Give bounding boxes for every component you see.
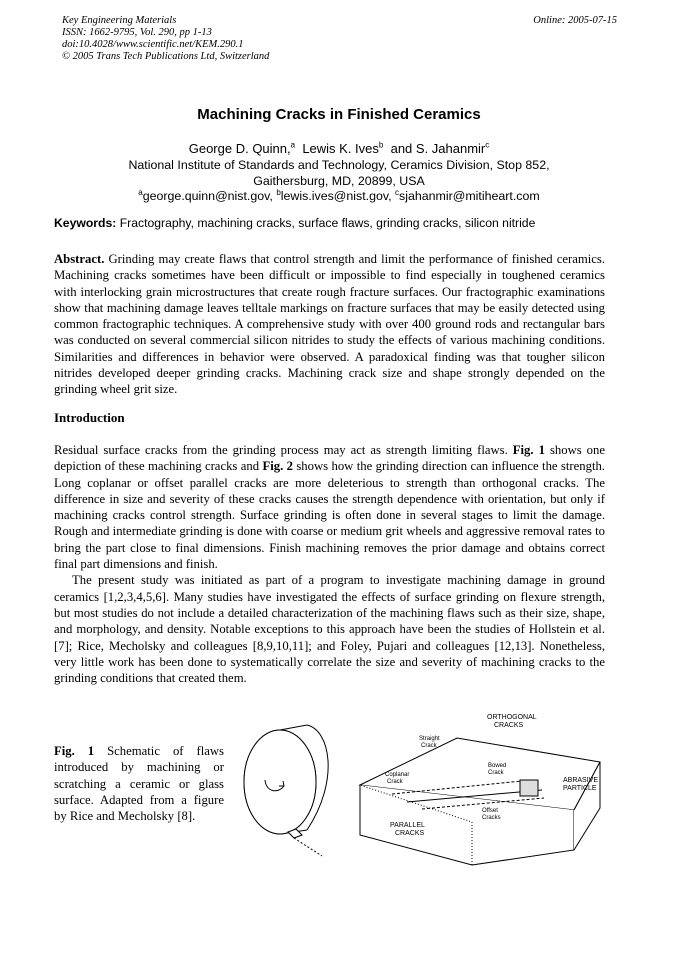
author-1: George D. Quinn, xyxy=(188,141,291,156)
authors xyxy=(0,141,678,156)
author-2: Lewis K. Ives xyxy=(302,141,379,156)
intro-paragraph-2: The present study was initiated as part of a program to investigate machining damage in ground ceramics [1,2,3,4,5,6]. Many studies have investigated the effects of surface grinding on flexure strength, but most studies do not include a detailed characterization of the machining flaws such as their size, shape, and morphology, and density. Notable exceptions to this approach have been the studies of Hollstein et al. [7]; Rice, Mecholsky and colleagues [8,9,10,11]; and Foley, Pujari and colleagues [12,13]. Nonetheless, very little work has been done to systematically correlate the size and severity of machining cracks to the grinding conditions that created them. xyxy=(54,573,605,686)
paper-title: Machining Cracks in Finished Ceramics xyxy=(197,106,481,123)
intro-p1-a: Residual surface cracks from the grinding process may act as strength limiting flaws. xyxy=(54,443,513,457)
intro-p1-c: shows how the grinding direction can influence the strength. Long coplanar or offset parallel cracks are more deleterious to strength than orthogonal cracks. The difference in size and severity of these cracks causes the strength dependence with orientation, but only if machining cracks control strength. Surface grinding is often done in several stages to limit the damage. Rough and intermediate grinding is done with coarse or medium grit wheels and aggressive removal rates to bring the part close to final dimensions. Finish machining removes the prior damage and obtains correct final part dimensions and finish. xyxy=(54,459,605,572)
journal-header xyxy=(62,15,617,63)
introduction-body xyxy=(54,442,605,686)
author-2-sup: b xyxy=(378,140,384,150)
author-3-sup: c xyxy=(485,140,490,150)
abstract-label: Abstract. xyxy=(54,252,105,266)
email-a: george.quinn@nist.gov, xyxy=(142,189,277,203)
label-orthogonal-1: ORTHOGONAL xyxy=(487,714,537,721)
section-heading-introduction: Introduction xyxy=(54,410,125,425)
fig2-ref: Fig. 2 xyxy=(262,459,293,474)
affiliation xyxy=(0,158,678,205)
intro-paragraph-1 xyxy=(54,442,605,572)
label-coplanar-1: Coplanar xyxy=(385,772,410,778)
doi: doi:10.4028/www.scientific.net/KEM.290.1 xyxy=(62,39,244,50)
figure-1-illustration xyxy=(232,710,604,870)
label-abrasive-2: PARTICLE xyxy=(563,785,597,792)
label-straight-2: Crack xyxy=(421,743,437,749)
author-3: and S. Jahanmir xyxy=(390,141,486,156)
intro-p1-b: shows one depiction of these machining cracks and xyxy=(54,443,605,474)
label-offset-1: Offset xyxy=(482,808,498,814)
abstract-text: Grinding may create flaws that control strength and limit the performance of finished ceramics. Machining cracks sometimes have been difficult or impossible to find especially in toughened ceramics with interlocking grain microstructures that create rough fracture surfaces. Our fractographic examinations show that machining damage leaves telltale markings on fracture surfaces that may be easily detected using common fractographic techniques. A comprehensive study with over 400 ground rods and rectangular bars was conducted on several commercial silicon nitrides to study the effects of various machining conditions. Similarities and differences in behavior were observed. A paradoxical finding was that tougher silicon nitrides developed deeper grinding cracks. Machining crack size and shape strongly depended on the grinding wheel grit size. xyxy=(54,252,605,397)
label-bowed-1: Bowed xyxy=(488,763,507,769)
emails xyxy=(0,189,678,205)
copyright: © 2005 Trans Tech Publications Ltd, Switzerland xyxy=(62,51,270,62)
fig1-ref: Fig. 1 xyxy=(512,443,545,457)
label-orthogonal-2: CRACKS xyxy=(494,722,524,729)
email-a-sup: a xyxy=(138,187,143,197)
journal-name: Key Engineering Materials xyxy=(62,15,177,26)
figure-1-label: Fig. 1 xyxy=(54,744,95,758)
figure-1-caption-text: Schematic of flaws introduced by machining or scratching a ceramic or glass surface. Adapted from a figure by Rice and Mecholsky [8]. xyxy=(54,744,224,824)
label-abrasive-1: ABRASIVE xyxy=(563,777,599,784)
email-c: sjahanmir@mitiheart.com xyxy=(399,189,540,203)
figure-1-caption xyxy=(54,743,224,824)
label-offset-2: Cracks xyxy=(482,815,501,821)
label-straight-1: Straight xyxy=(419,736,440,742)
keywords xyxy=(54,216,614,230)
issn: ISSN: 1662-9795, Vol. 290, pp 1-13 xyxy=(62,27,212,38)
ceramic-block xyxy=(360,738,600,865)
affiliation-line-1: National Institute of Standards and Technology, Ceramics Division, Stop 852, xyxy=(128,158,550,172)
email-c-sup: c xyxy=(395,187,400,197)
email-b-sup: b xyxy=(276,187,281,197)
label-parallel-2: CRACKS xyxy=(395,830,425,837)
affiliation-line-2: Gaithersburg, MD, 20899, USA xyxy=(253,173,425,188)
keywords-label: Keywords: xyxy=(54,216,117,230)
online-date: Online: 2005-07-15 xyxy=(533,15,617,26)
abstract xyxy=(54,251,605,398)
email-b: lewis.ives@nist.gov, xyxy=(280,189,396,203)
author-1-sup: a xyxy=(290,140,296,150)
label-bowed-2: Crack xyxy=(488,770,504,776)
grinding-wheel xyxy=(244,725,328,856)
label-coplanar-2: Crack xyxy=(387,779,403,785)
label-parallel-1: PARALLEL xyxy=(390,822,425,829)
keywords-text: Fractography, machining cracks, surface flaws, grinding cracks, silicon nitride xyxy=(116,216,536,230)
